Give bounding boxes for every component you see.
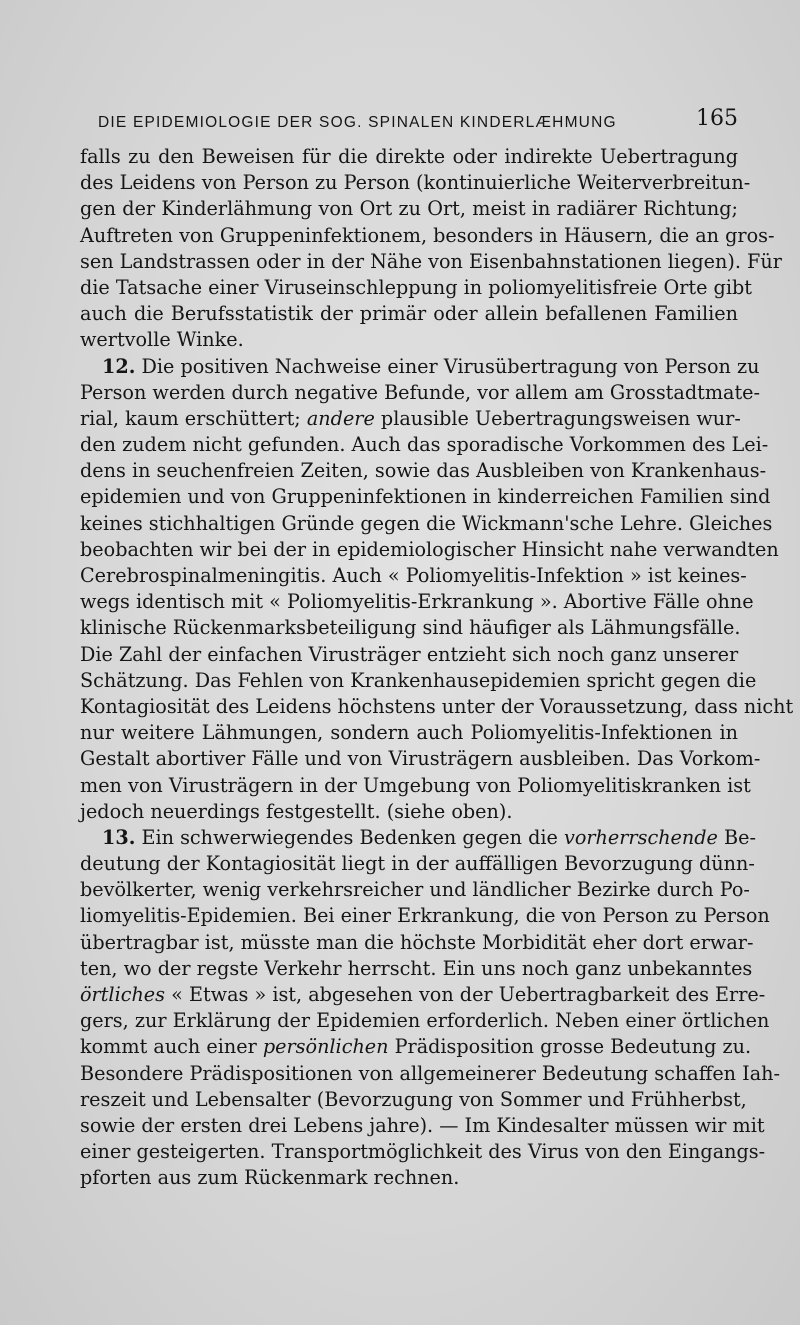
text-segment: men von Virusträgern in der Umgebung von Poliomyelitiskranken ist xyxy=(80,773,751,797)
text-line xyxy=(80,668,757,694)
text-line xyxy=(80,354,760,380)
text-segment: den zudem nicht gefunden. Auch das sporadische Vorkommen des Lei- xyxy=(80,433,769,457)
text-segment: Kontagiosität des Leidens höchstens unter der Voraussetzung, dass nicht xyxy=(80,694,794,718)
text-segment: rial, kaum erschüttert; xyxy=(80,406,307,430)
emphasis-text: persönlichen xyxy=(262,1035,389,1059)
section-number: 13. xyxy=(102,825,136,849)
text-line xyxy=(80,851,755,877)
text-line xyxy=(80,1139,766,1165)
text-line xyxy=(80,484,771,510)
text-line xyxy=(80,1113,765,1139)
body-text xyxy=(80,144,794,1192)
text-segment: einer gesteigerten. Transportmöglichkeit des Virus von den Eingangs- xyxy=(80,1140,766,1164)
text-line xyxy=(80,327,738,353)
text-segment: klinische Rückenmarksbeteiligung sind häufiger als Lähmungsfälle. xyxy=(80,616,741,640)
text-line xyxy=(80,589,754,615)
text-segment: sowie der ersten drei Lebens jahre). — Im Kindesalter müssen wir mit xyxy=(80,1113,765,1137)
section-number: 12. xyxy=(102,354,136,378)
text-segment: übertragbar ist, müsste man die höchste Morbidität eher dort erwar- xyxy=(80,930,754,954)
text-line xyxy=(80,275,752,301)
emphasis-text: andere xyxy=(306,406,375,430)
text-line xyxy=(80,746,761,772)
text-line xyxy=(80,196,738,222)
text-line xyxy=(80,825,756,851)
text-segment: gers, zur Erklärung der Epidemien erforderlich. Neben einer örtlichen xyxy=(80,1009,770,1033)
emphasis-text: örtliches xyxy=(80,983,166,1006)
page-number: 165 xyxy=(696,106,738,131)
text-line xyxy=(80,432,769,458)
text-segment: auch die Berufsstatistik der primär oder allein befallenen Familien xyxy=(80,302,738,326)
text-line xyxy=(80,301,738,327)
text-line xyxy=(80,930,754,956)
text-line xyxy=(80,956,753,982)
text-segment: Ein schwerwiegendes Bedenken gegen die xyxy=(135,825,564,849)
text-line xyxy=(80,537,779,563)
text-line xyxy=(80,170,751,196)
text-line xyxy=(80,903,770,929)
text-line xyxy=(80,694,794,720)
text-line xyxy=(80,249,782,275)
running-header xyxy=(98,106,738,140)
text-line xyxy=(80,1034,752,1060)
text-line xyxy=(80,1165,738,1191)
text-segment: epidemien und von Gruppeninfektionen in kinderreichen Familien sind xyxy=(80,485,771,509)
text-line xyxy=(80,877,750,903)
text-segment: Schätzung. Das Fehlen von Krankenhausepidemien spricht gegen die xyxy=(80,668,757,692)
text-segment: wegs identisch mit « Poliomyelitis-Erkrankung ». Abortive Fälle ohne xyxy=(80,590,754,614)
text-segment: beobachten wir bei der in epidemiologischer Hinsicht nahe verwandten xyxy=(80,537,779,561)
text-segment: gen der Kinderlähmung von Ort zu Ort, meist in radiärer Richtung; xyxy=(80,197,738,221)
text-segment: Besondere Prädispositionen von allgemeinerer Bedeutung schaffen Iah- xyxy=(80,1061,780,1085)
text-segment: reszeit und Lebensalter (Bevorzugung von Sommer und Frühherbst, xyxy=(80,1087,747,1111)
text-segment: plausible Uebertragungsweisen wur- xyxy=(374,406,741,430)
text-segment: nur weitere Lähmungen, sondern auch Poliomyelitis-Infektionen in xyxy=(80,721,738,745)
text-segment: Auftreten von Gruppeninfektionem, besonders in Häusern, die an gros- xyxy=(80,223,775,247)
text-line xyxy=(80,642,738,668)
text-segment: Gestalt abortiver Fälle und von Virusträgern ausbleiben. Das Vorkom- xyxy=(80,747,761,771)
text-line xyxy=(80,1008,770,1034)
text-line xyxy=(80,982,766,1008)
text-segment: Person werden durch negative Befunde, vor allem am Grosstadtmate- xyxy=(80,380,761,404)
text-segment: Be- xyxy=(717,825,756,849)
text-line xyxy=(80,458,767,484)
text-line xyxy=(80,223,775,249)
text-segment: liomyelitis-Epidemien. Bei einer Erkrankung, die von Person zu Person xyxy=(80,904,770,928)
text-segment: sen Landstrassen oder in der Nähe von Eisenbahnstationen liegen). Für xyxy=(80,249,782,273)
text-line xyxy=(80,1087,747,1113)
text-line xyxy=(80,406,741,432)
text-line xyxy=(80,511,773,537)
text-segment: wertvolle Winke. xyxy=(80,328,244,352)
text-segment: keines stichhaltigen Gründe gegen die Wickmann'sche Lehre. Gleiches xyxy=(80,511,773,535)
text-segment: Die positiven Nachweise einer Virusübertragung von Person zu xyxy=(135,354,760,378)
text-line xyxy=(80,380,761,406)
running-title: DIE EPIDEMIOLOGIE DER SOG. SPINALEN KINDERLÆHMUNG xyxy=(98,114,617,131)
text-segment: des Leidens von Person zu Person (kontinuierliche Weiterverbreitun- xyxy=(80,171,751,195)
text-line xyxy=(80,615,741,641)
text-line xyxy=(80,799,738,825)
text-line xyxy=(80,720,738,746)
text-segment: pforten aus zum Rückenmark rechnen. xyxy=(80,1166,460,1190)
text-segment: bevölkerter, wenig verkehrsreicher und ländlicher Bezirke durch Po- xyxy=(80,878,750,902)
text-line xyxy=(80,773,751,799)
text-segment: Cerebrospinalmeningitis. Auch « Poliomyelitis-Infektion » ist keines- xyxy=(80,564,747,587)
text-segment: die Tatsache einer Viruseinschleppung in poliomyelitisfreie Orte gibt xyxy=(80,275,752,299)
text-segment: Prädisposition grosse Bedeutung zu. xyxy=(388,1035,752,1059)
text-line xyxy=(80,144,738,170)
text-segment: jedoch neuerdings festgestellt. (siehe oben). xyxy=(80,799,513,823)
emphasis-text: vorherrschende xyxy=(563,825,718,849)
text-line xyxy=(80,1061,780,1087)
text-segment: ten, wo der regste Verkehr herrscht. Ein uns noch ganz unbekanntes xyxy=(80,956,753,980)
text-segment: falls zu den Beweisen für die direkte oder indirekte Uebertragung xyxy=(80,145,738,168)
text-segment: deutung der Kontagiosität liegt in der auffälligen Bevorzugung dünn- xyxy=(80,852,755,876)
text-segment: « Etwas » ist, abgesehen von der Uebertragbarkeit des Erre- xyxy=(165,983,766,1006)
text-segment: dens in seuchenfreien Zeiten, sowie das Ausbleiben von Krankenhaus- xyxy=(80,459,767,483)
text-line xyxy=(80,563,747,589)
text-segment: kommt auch einer xyxy=(80,1035,263,1059)
text-segment: Die Zahl der einfachen Virusträger entzieht sich noch ganz unserer xyxy=(80,642,739,666)
